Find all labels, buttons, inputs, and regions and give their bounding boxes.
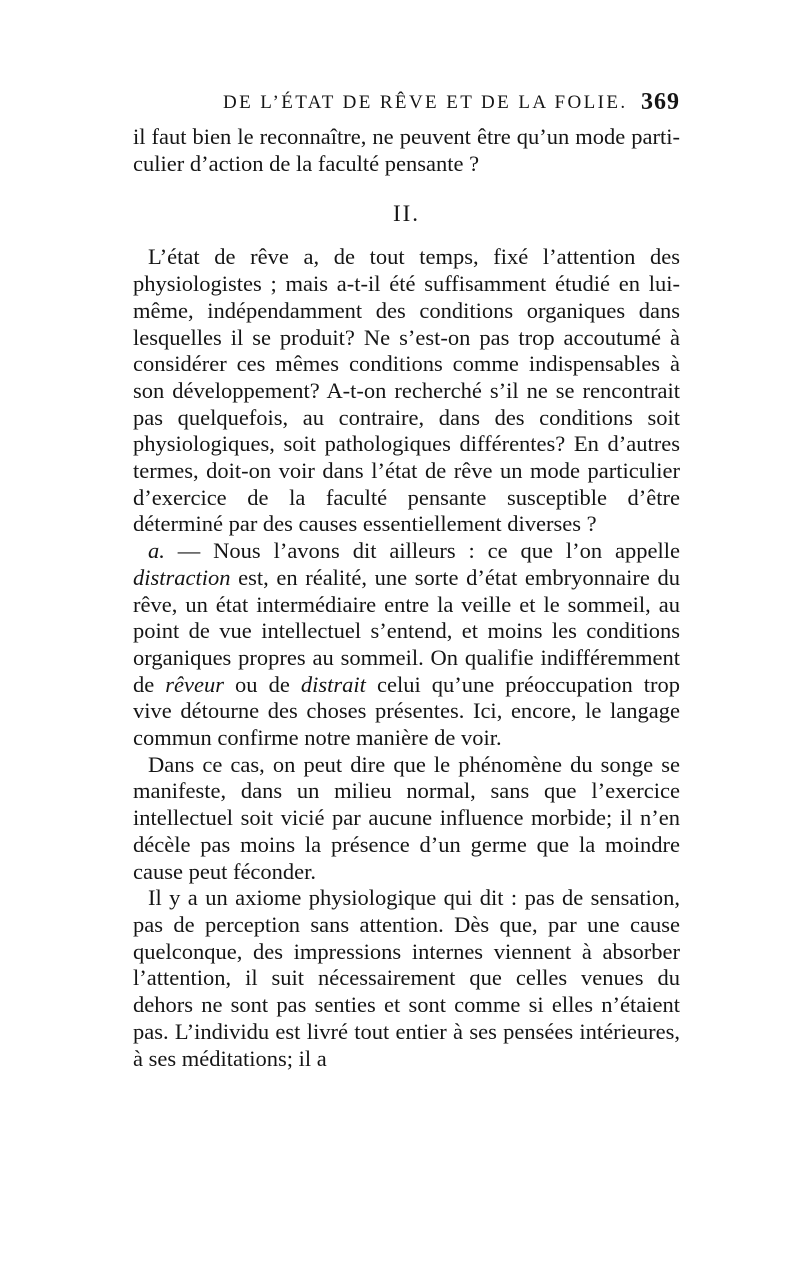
paragraph-distraction	[133, 538, 680, 752]
paragraph-text-segment: est, en réalité, une sorte d’état embryonnaire du rêve, un état intermédiaire entre la veille et le sommeil, au point de vue intellectuel s’entend, et moins les conditions organiques propres au sommeil. On qualifie indifféremment de	[133, 564, 680, 697]
paragraph-songe: Dans ce cas, on peut dire que le phénomène du songe se manifeste, dans un milieu normal, sans que l’exercice intellectuel soit vicié par aucune influence morbide; il n’en décèle pas moins la présence d’un germe que la moindre cause peut féconder.	[133, 751, 680, 884]
paragraph-text-segment: celui qu’une préoccupation trop vive détourne des choses présentes. Ici, encore, le langage commun confirme notre manière de voir.	[133, 671, 680, 751]
italic-term-reveur: rêveur	[165, 671, 225, 697]
italic-term-distraction: distraction	[133, 564, 231, 590]
italic-term-distrait: distrait	[300, 671, 366, 697]
paragraph-axiome: Il y a un axiome physiologique qui dit : pas de sensation, pas de perception sans attention. Dès que, par une cause quelconque, des impressions internes viennent à absorber l’attention, il suit nécessairement que celles venues du dehors ne sont pas senties et sont comme si elles n’étaient pas. L’individu est livré tout entier à ses pensées intérieures, à ses méditations; il a	[133, 885, 680, 1071]
paragraph-label: a.	[148, 538, 165, 564]
section-heading: II.	[392, 201, 421, 227]
paragraph-text-segment: — Nous l’avons dit ailleurs : ce que l’on appelle	[164, 538, 680, 564]
paragraph-text-segment: ou de	[224, 671, 301, 697]
running-title: DE L’ÉTAT DE RÊVE ET DE LA FOLIE.	[223, 92, 628, 113]
page-number: 369	[641, 89, 680, 115]
paragraph-continuation: il faut bien le reconnaître, ne peuvent être qu’un mode particulier d’action de la faculté pensante ?	[133, 124, 680, 176]
body-text	[133, 124, 680, 1072]
paragraph-etat-de-reve: L’état de rêve a, de tout temps, fixé l’attention des physiologistes ; mais a-t-il été suffisamment étudié en lui-même, indépendamment des conditions organiques dans lesquelles il se produit? Ne s’est-on pas trop accoutumé à considérer ces mêmes conditions comme indispensables à son développement? A-t-on recherché s’il ne se rencontrait pas quelquefois, au contraire, dans des conditions soit physiologiques, soit pathologiques différentes? En d’autres termes, doit-on voir dans l’état de rêve un mode particulier d’exercice de la faculté pensante susceptible d’être déterminé par des causes essentiellement diverses ?	[133, 244, 680, 537]
